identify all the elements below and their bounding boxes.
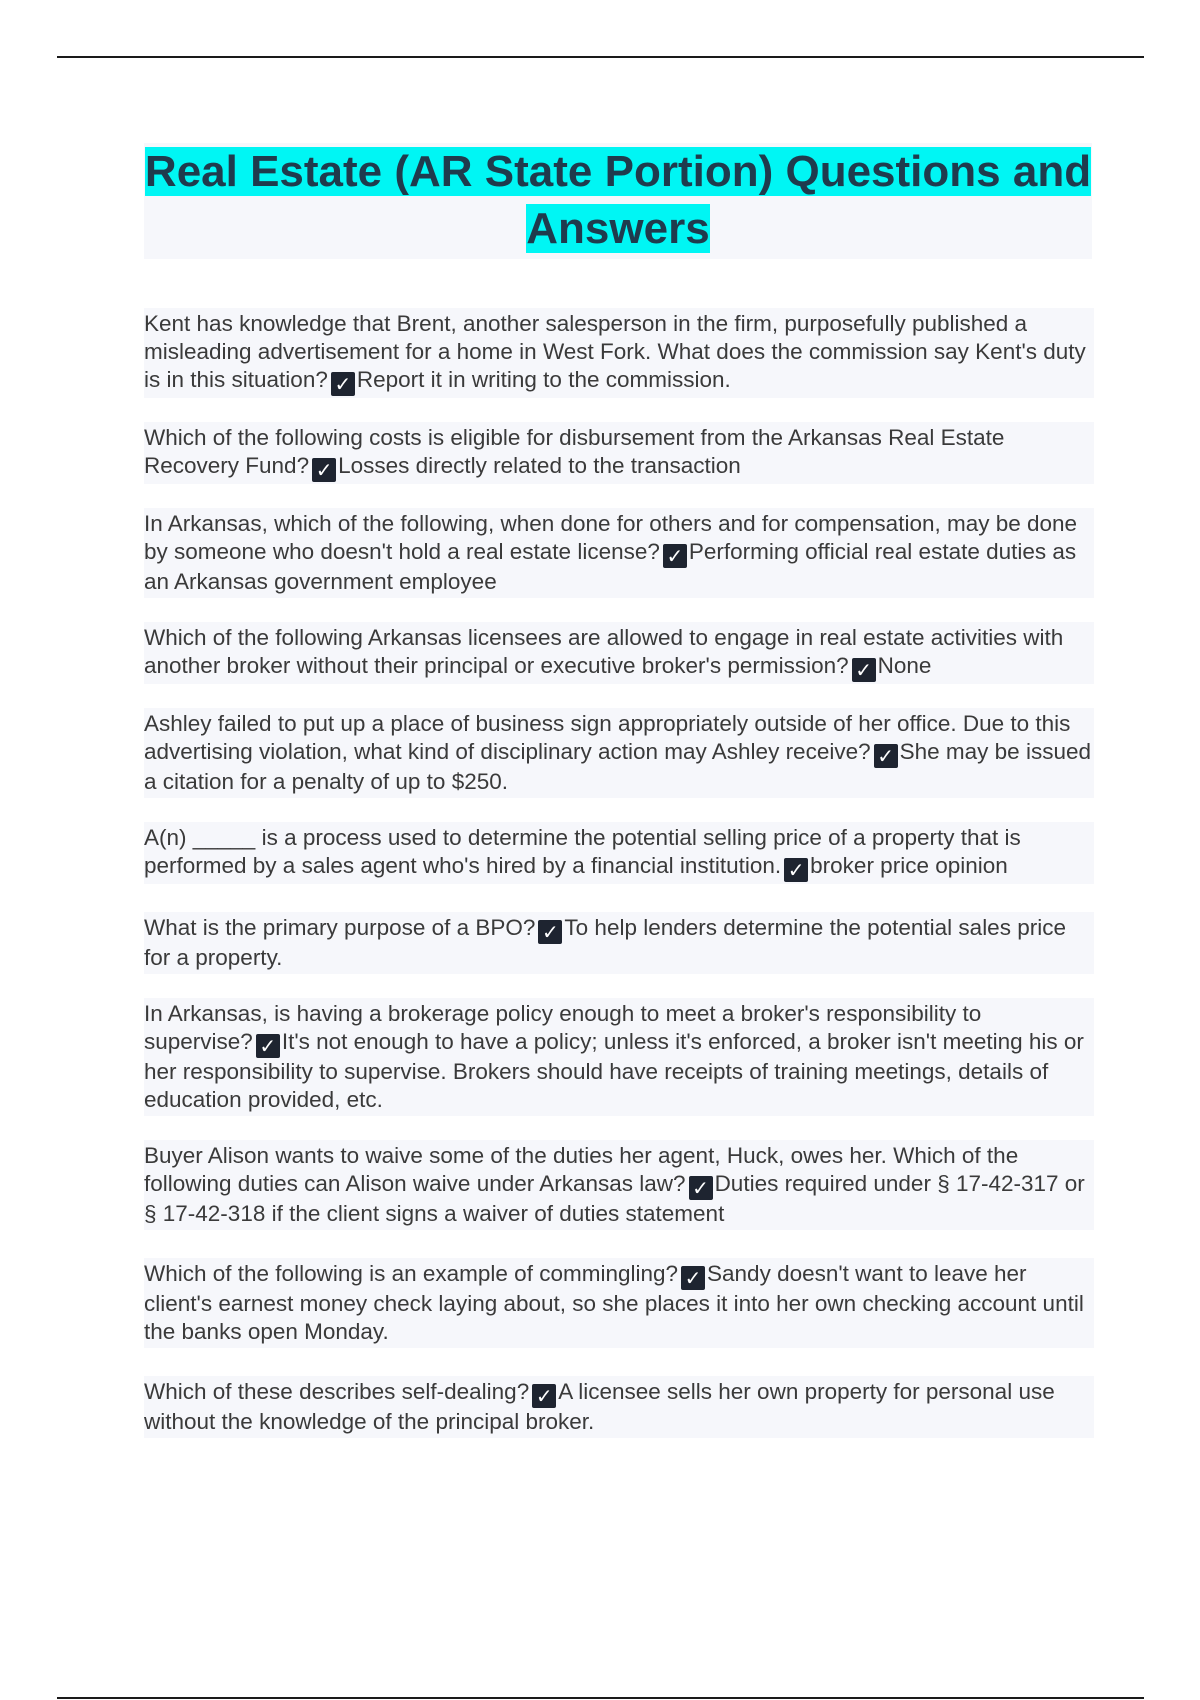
qa-item bbox=[144, 622, 1094, 684]
checkbox-check-icon: ✓ bbox=[331, 372, 355, 396]
document-title bbox=[144, 143, 1092, 257]
question-text: Which of these describes self-dealing? bbox=[144, 1379, 530, 1404]
document-title-text: Real Estate (AR State Portion) Questions and Answers bbox=[144, 147, 1092, 253]
bottom-rule bbox=[57, 1697, 1144, 1699]
qa-item bbox=[144, 1258, 1094, 1348]
question-text: Which of the following is an example of commingling? bbox=[144, 1261, 679, 1286]
question-text: Which of the following costs is eligible for disbursement from the Arkansas Real Estate Recovery Fund? bbox=[144, 425, 1005, 478]
question-text: In Arkansas, is having a brokerage policy enough to meet a broker's responsibility to supervise? bbox=[144, 1001, 982, 1054]
question-text: What is the primary purpose of a BPO? bbox=[144, 915, 536, 940]
answer-text: Performing official real estate duties as an Arkansas government employee bbox=[144, 539, 1077, 594]
qa-item bbox=[144, 912, 1094, 974]
answer-text: None bbox=[877, 653, 932, 678]
question-text: Kent has knowledge that Brent, another salesperson in the firm, purposefully published a misleading advertisement for a home in West Fork. What does the commission say Kent's duty is in this situation? bbox=[144, 311, 1086, 392]
qa-item bbox=[144, 998, 1094, 1116]
answer-text: Losses directly related to the transaction bbox=[338, 453, 741, 478]
top-rule bbox=[57, 56, 1144, 58]
title-block bbox=[144, 143, 1092, 259]
answer-text: To help lenders determine the potential sales price for a property. bbox=[144, 915, 1066, 970]
qa-item bbox=[144, 1140, 1094, 1230]
answer-text: Duties required under § 17-42-317 or § 17-42-318 if the client signs a waiver of duties statement bbox=[144, 1171, 1085, 1226]
question-text: Buyer Alison wants to waive some of the duties her agent, Huck, owes her. Which of the following duties can Alison waive under Arkansas law? bbox=[144, 1143, 1019, 1196]
checkbox-check-icon: ✓ bbox=[256, 1034, 280, 1058]
checkbox-check-icon: ✓ bbox=[689, 1176, 713, 1200]
question-text: Ashley failed to put up a place of business sign appropriately outside of her office. Due to this advertising violation, what kind of disciplinary action may Ashley receive? bbox=[144, 711, 1071, 764]
qa-item bbox=[144, 308, 1094, 398]
answer-text: A licensee sells her own property for personal use without the knowledge of the principal broker. bbox=[144, 1379, 1055, 1434]
qa-item bbox=[144, 708, 1094, 798]
answer-text: broker price opinion bbox=[810, 853, 1008, 878]
answer-text: She may be issued a citation for a penalty of up to $250. bbox=[144, 739, 1091, 794]
checkbox-check-icon: ✓ bbox=[532, 1384, 556, 1408]
checkbox-check-icon: ✓ bbox=[663, 544, 687, 568]
qa-item bbox=[144, 1376, 1094, 1438]
question-text: Which of the following Arkansas licensees are allowed to engage in real estate activities with another broker without their principal or executive broker's permission? bbox=[144, 625, 1064, 678]
checkbox-check-icon: ✓ bbox=[681, 1266, 705, 1290]
checkbox-check-icon: ✓ bbox=[784, 858, 808, 882]
qa-item bbox=[144, 508, 1094, 598]
checkbox-check-icon: ✓ bbox=[312, 458, 336, 482]
answer-text: Report it in writing to the commission. bbox=[356, 367, 731, 392]
qa-list bbox=[144, 308, 1094, 1438]
checkbox-check-icon: ✓ bbox=[852, 658, 876, 682]
checkbox-check-icon: ✓ bbox=[874, 744, 898, 768]
question-text: A(n) _____ is a process used to determine the potential selling price of a property that is performed by a sales agent who's hired by a financial institution. bbox=[144, 825, 1021, 878]
qa-item bbox=[144, 422, 1094, 484]
qa-item bbox=[144, 822, 1094, 884]
answer-text: Sandy doesn't want to leave her client's earnest money check laying about, so she places it into her own checking account until the banks open Monday. bbox=[144, 1261, 1084, 1344]
checkbox-check-icon: ✓ bbox=[538, 920, 562, 944]
question-text: In Arkansas, which of the following, when done for others and for compensation, may be done by someone who doesn't hold a real estate license? bbox=[144, 511, 1078, 564]
answer-text: It's not enough to have a policy; unless it's enforced, a broker isn't meeting his or her responsibility to supervise. Brokers should have receipts of training meetings, details of education provided, etc. bbox=[144, 1029, 1084, 1112]
